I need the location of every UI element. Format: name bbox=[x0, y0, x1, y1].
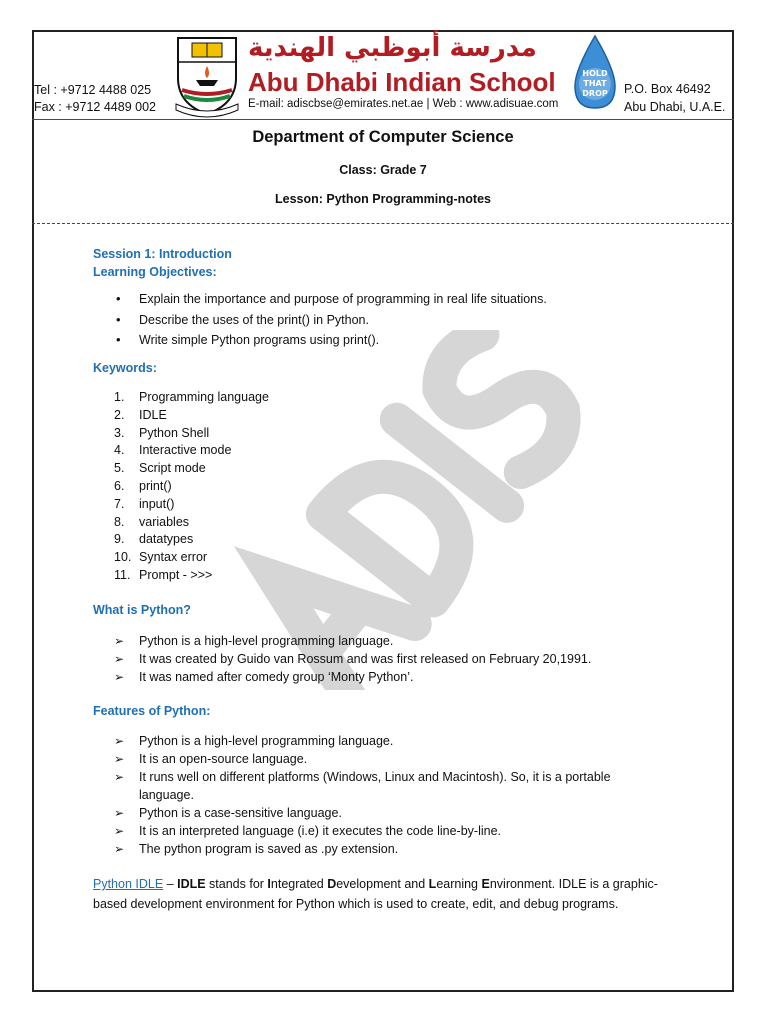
features-list bbox=[114, 732, 654, 858]
keywords-list bbox=[114, 389, 269, 585]
session-heading: Session 1: Introduction bbox=[93, 247, 232, 261]
contact-info: E-mail: adiscbse@emirates.net.ae | Web : www.adisuae.com bbox=[248, 98, 559, 110]
list-item: ➢ The python program is saved as .py extension. bbox=[114, 840, 654, 858]
features-heading: Features of Python: bbox=[93, 704, 211, 718]
what-is-python-heading: What is Python? bbox=[93, 603, 191, 617]
list-item: 7. input() bbox=[114, 496, 175, 511]
drop-text-2: THAT bbox=[583, 79, 607, 88]
postal-address bbox=[624, 80, 725, 116]
letter-l: L bbox=[428, 877, 437, 891]
list-item: ➢ Python is a high-level programming language. bbox=[114, 732, 654, 750]
list-item: 3. Python Shell bbox=[114, 425, 210, 440]
objectives-heading: Learning Objectives: bbox=[93, 265, 217, 279]
text: earning bbox=[436, 877, 482, 891]
dash: – bbox=[163, 877, 178, 891]
list-item: ➢ Python is a case-sensitive language. bbox=[114, 804, 654, 822]
drop-text-1: HOLD bbox=[582, 69, 608, 78]
list-item: 10. Syntax error bbox=[114, 550, 208, 565]
dashed-divider bbox=[32, 223, 734, 224]
idle-paragraph bbox=[93, 874, 683, 914]
po-box: P.O. Box 46492 bbox=[624, 82, 711, 96]
text: evelopment and bbox=[336, 877, 429, 891]
list-item: 6. print() bbox=[114, 478, 172, 493]
school-crest-icon bbox=[174, 34, 240, 118]
idle-term: IDLE bbox=[177, 877, 206, 891]
list-item: ➢ It was created by Guido van Rossum and was first released on February 20,1991. bbox=[114, 650, 591, 668]
list-item: ➢ It is an open-source language. bbox=[114, 750, 654, 768]
list-item: ➢ It runs well on different platforms (Windows, Linux and Macintosh). So, it is a portable language. bbox=[114, 768, 639, 804]
city: Abu Dhabi, U.A.E. bbox=[624, 100, 726, 114]
letter-e: E bbox=[481, 877, 490, 891]
objectives-list bbox=[114, 289, 547, 351]
text: ntegrated bbox=[270, 877, 328, 891]
list-item: 11. Prompt - >>> bbox=[114, 567, 213, 582]
keywords-heading: Keywords: bbox=[93, 361, 157, 375]
drop-text-3: DROP bbox=[582, 89, 608, 98]
lesson-label: Lesson: Python Programming-notes bbox=[275, 192, 491, 206]
fax-number: Fax : +9712 4489 002 bbox=[34, 100, 156, 114]
python-idle-link[interactable]: Python IDLE bbox=[93, 877, 164, 891]
list-item: ➢ Python is a high-level programming language. bbox=[114, 632, 591, 650]
letter-d: D bbox=[327, 877, 337, 891]
hold-that-drop-logo-icon bbox=[567, 34, 623, 114]
department-title: Department of Computer Science bbox=[252, 128, 514, 146]
text: nvironment. IDLE is a graphic-based development environment for Python which is used to create, edit, and debug programs. bbox=[93, 877, 658, 911]
letter-i: I bbox=[267, 877, 271, 891]
list-item: 1. Programming language bbox=[114, 390, 269, 404]
list-item: 8. variables bbox=[114, 514, 190, 529]
tel-number: Tel : +9712 4488 025 bbox=[34, 83, 152, 97]
phone-numbers bbox=[34, 82, 156, 116]
list-item: ➢ It was named after comedy group ‘Monty Python’. bbox=[114, 668, 591, 686]
list-item: 9. datatypes bbox=[114, 532, 194, 547]
text: stands for bbox=[205, 877, 268, 891]
school-name: Abu Dhabi Indian School bbox=[248, 67, 556, 97]
list-item: 4. Interactive mode bbox=[114, 443, 232, 458]
list-item: 5. Script mode bbox=[114, 461, 206, 476]
list-item: ➢ It is an interpreted language (i.e) it executes the code line-by-line. bbox=[114, 822, 654, 840]
list-item: • Write simple Python programs using print(). bbox=[114, 330, 547, 351]
list-item: 2. IDLE bbox=[114, 407, 167, 422]
school-name-arabic: مدرسة أبوظبي الهندية bbox=[248, 33, 537, 63]
class-label: Class: Grade 7 bbox=[339, 163, 427, 177]
list-item: • Explain the importance and purpose of programming in real life situations. bbox=[114, 289, 547, 310]
list-item: • Describe the uses of the print() in Python. bbox=[114, 310, 547, 331]
what-is-python-list bbox=[114, 632, 591, 686]
letterhead bbox=[32, 30, 734, 206]
header-divider bbox=[32, 119, 734, 120]
